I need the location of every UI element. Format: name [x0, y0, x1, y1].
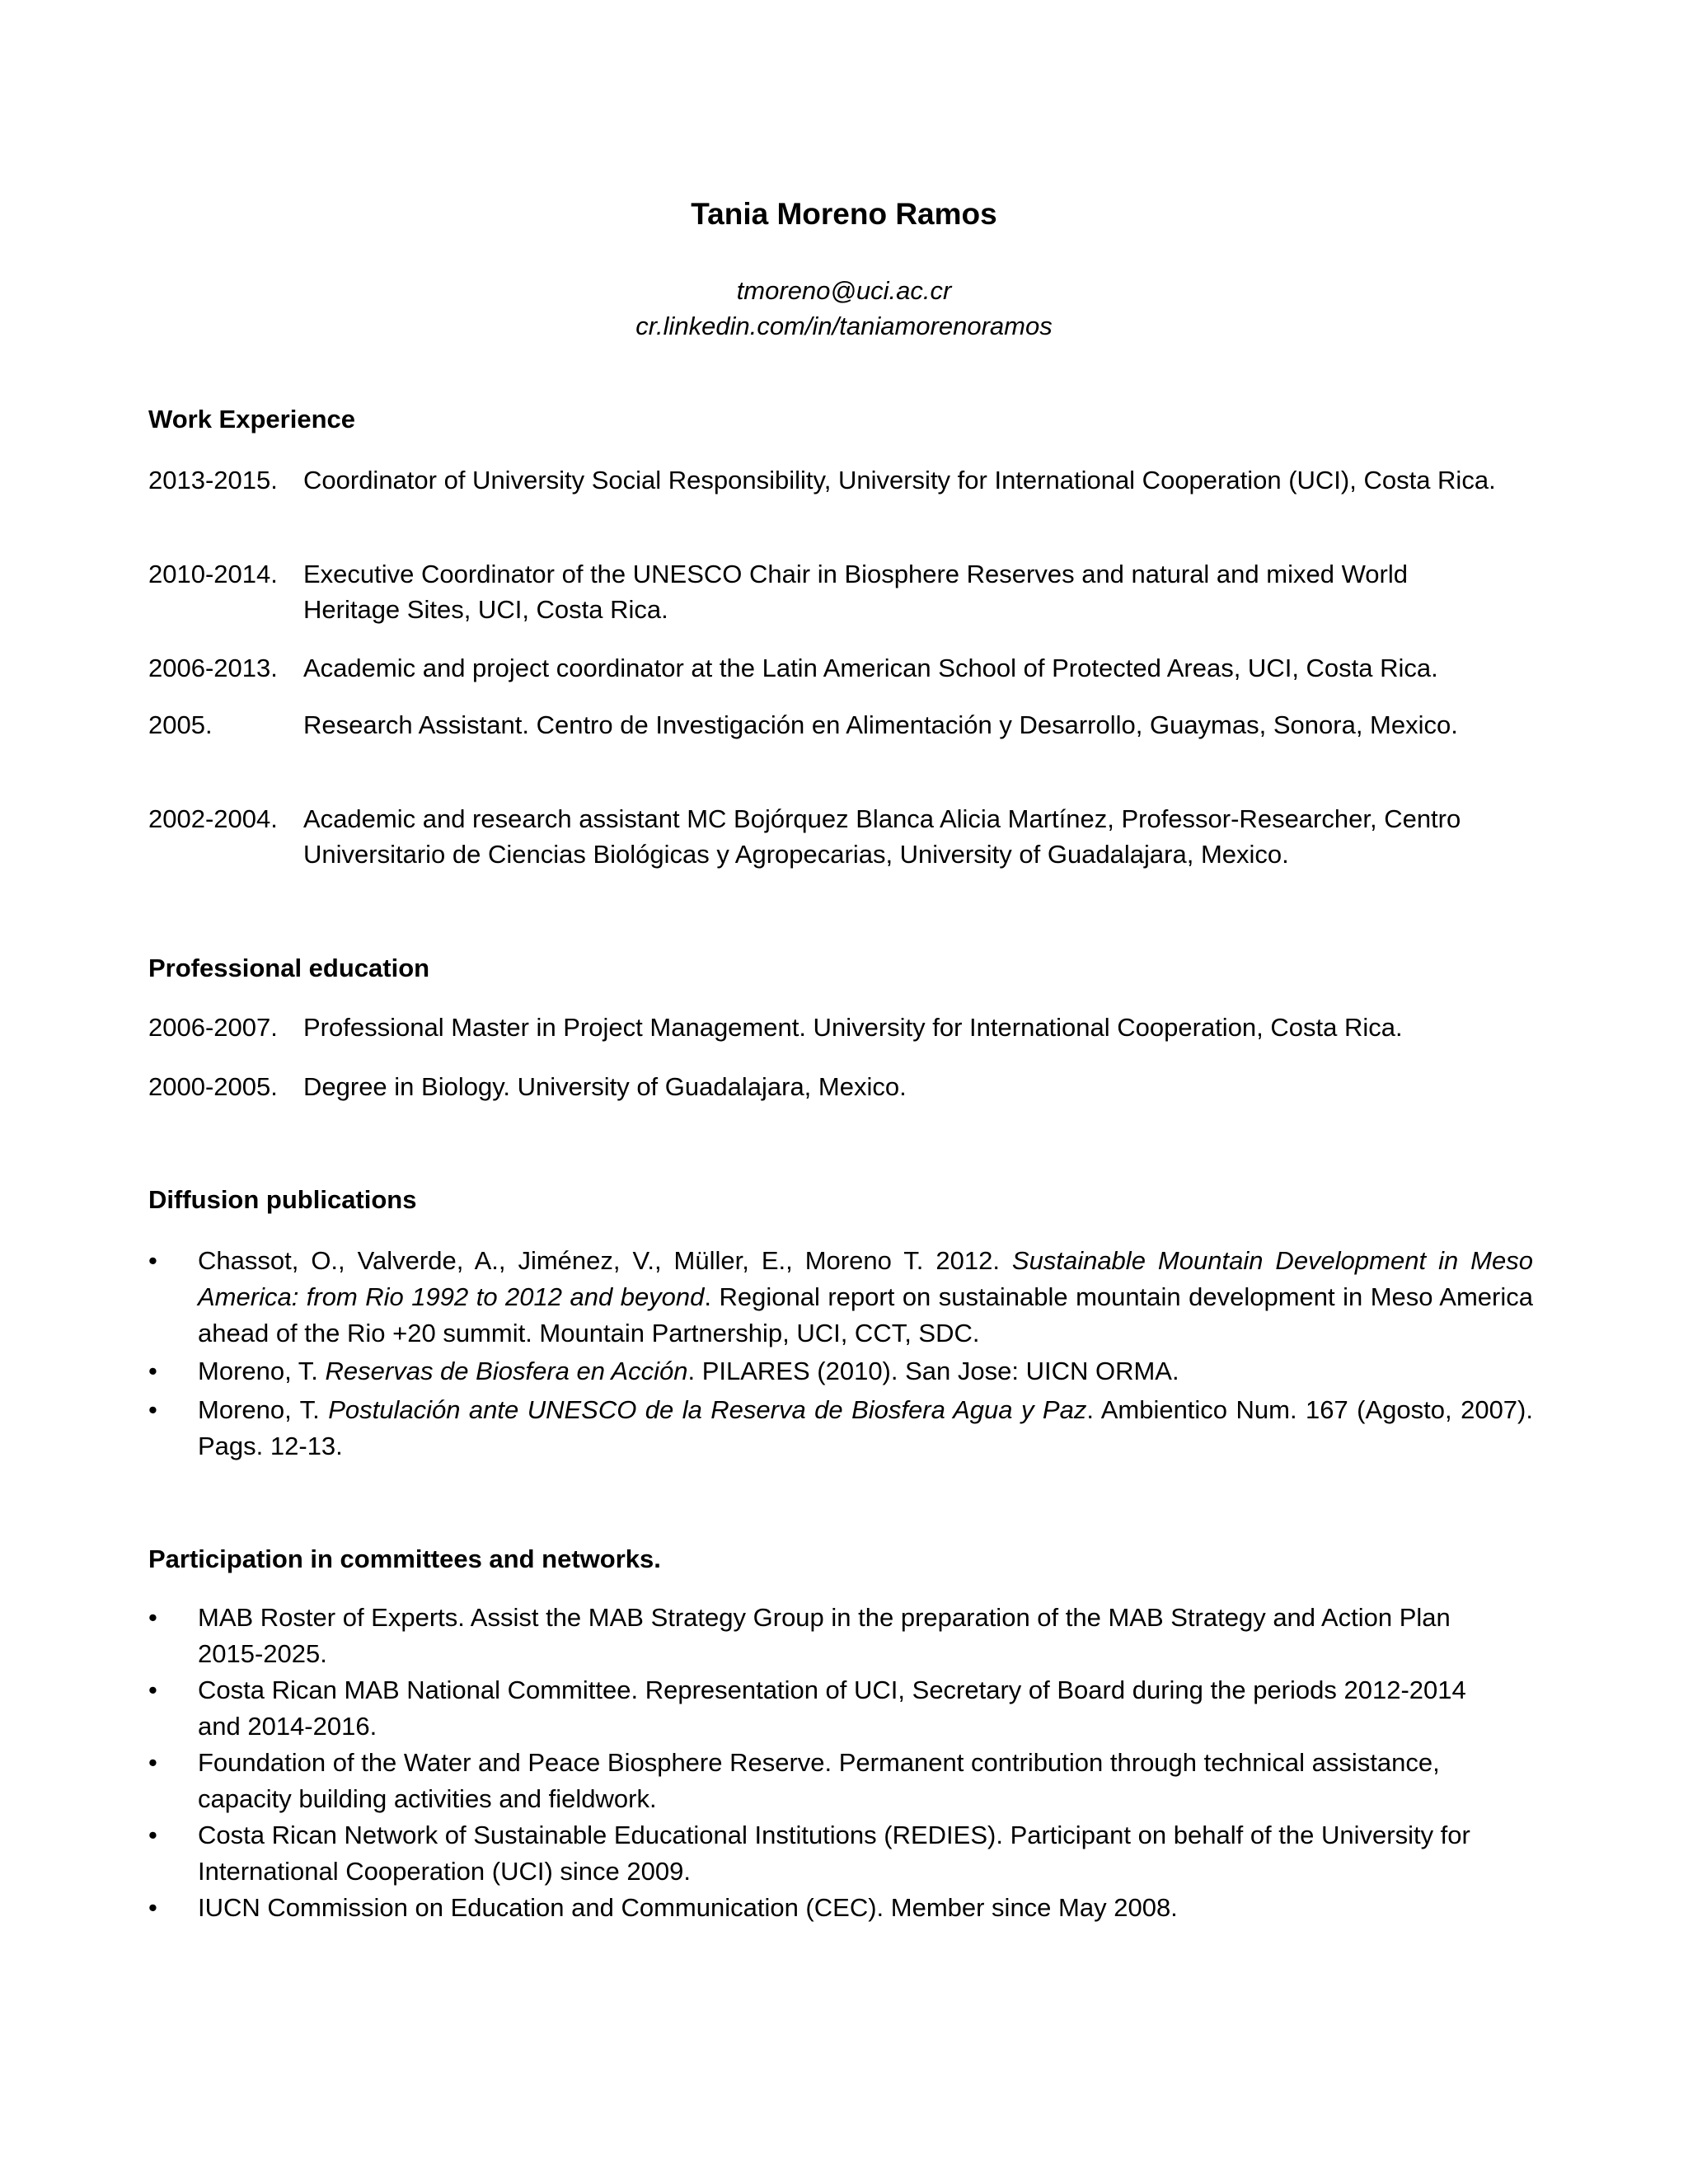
committee-text: Foundation of the Water and Peace Biosphere Reserve. Permanent contribution through technical assistance, capacity building activities and fieldwork. — [198, 1748, 1440, 1813]
bullet-icon: • — [148, 1603, 157, 1632]
publication-item — [148, 1353, 1533, 1390]
publication-text: Chassot, O., Valverde, A., Jiménez, V., Müller, E., Moreno T. 2012. Sustainable Mountain Development in Meso America: from Rio 1992 to 2012 and beyond. Regional report on sustainable mountain development in Meso America ahead of the Rio +20 summit. Mountain Partnership, UCI, CCT, SDC. — [198, 1246, 1533, 1347]
education-entry — [148, 1010, 1550, 1045]
publication-text: Moreno, T. Reservas de Biosfera en Acción. PILARES (2010). San Jose: UICN ORMA. — [198, 1357, 1179, 1385]
entry-text: Academic and research assistant MC Bojórquez Blanca Alicia Martínez, Professor-Researcher, Centro Universitario de Ciencias Biológicas y Agropecarias, University of Guadalajara, Mexico. — [303, 804, 1461, 869]
committee-text: IUCN Commission on Education and Communication (CEC). Member since May 2008. — [198, 1893, 1178, 1922]
publication-title: Reservas de Biosfera en Acción — [325, 1357, 688, 1385]
publication-item — [148, 1392, 1533, 1465]
bullet-icon: • — [148, 1821, 157, 1849]
entry-text: Coordinator of University Social Responsibility, University for International Cooperation (UCI), Costa Rica. — [303, 466, 1496, 494]
entry-text: Executive Coordinator of the UNESCO Chair in Biosphere Reserves and natural and mixed World Heritage Sites, UCI, Costa Rica. — [303, 560, 1408, 624]
publications-heading: Diffusion publications — [148, 1185, 417, 1214]
entry-text: Degree in Biology. University of Guadalajara, Mexico. — [303, 1072, 907, 1101]
work-entry — [148, 801, 1484, 872]
entry-year: 2010-2014. — [148, 560, 278, 588]
work-entry — [148, 650, 1550, 686]
bullet-icon: • — [148, 1893, 157, 1922]
entry-year: 2013-2015. — [148, 466, 278, 494]
entry-year: 2000-2005. — [148, 1072, 278, 1101]
work-entry — [148, 707, 1467, 743]
entry-year: 2002-2004. — [148, 804, 278, 833]
entry-text: Professional Master in Project Management. University for International Cooperation, Costa Rica. — [303, 1013, 1403, 1042]
committee-text: Costa Rican MAB National Committee. Representation of UCI, Secretary of Board during the periods 2012-2014 and 2014-2016. — [198, 1675, 1466, 1741]
committee-item — [148, 1817, 1533, 1890]
bullet-icon: • — [148, 1395, 157, 1424]
publication-text: Moreno, T. Postulación ante UNESCO de la Reserva de Biosfera Agua y Paz. Ambientico Num. 167 (Agosto, 2007). Pags. 12-13. — [198, 1395, 1533, 1460]
committee-text: MAB Roster of Experts. Assist the MAB Strategy Group in the preparation of the MAB Strategy and Action Plan 2015-2025. — [198, 1603, 1451, 1668]
linkedin-text: cr.linkedin.com/in/taniamorenoramos — [635, 312, 1053, 340]
committee-item — [148, 1745, 1467, 1817]
work-entry — [148, 556, 1500, 627]
entry-year: 2006-2013. — [148, 654, 278, 682]
committee-text: Costa Rican Network of Sustainable Educational Institutions (REDIES). Participant on behalf of the University for International Cooperation (UCI) since 2009. — [198, 1821, 1470, 1886]
work-entry — [148, 462, 1517, 498]
publication-title: Sustainable Mountain Development in Meso America: from Rio 1992 to 2012 and beyond — [198, 1246, 1533, 1311]
bullet-icon: • — [148, 1246, 157, 1275]
entry-text: Research Assistant. Centro de Investigación en Alimentación y Desarrollo, Guaymas, Sonora, Mexico. — [303, 710, 1458, 739]
entry-text: Academic and project coordinator at the Latin American School of Protected Areas, UCI, Costa Rica. — [303, 654, 1438, 682]
entry-year: 2005. — [148, 710, 213, 739]
cv-name: Tania Moreno Ramos — [691, 197, 997, 231]
education-heading: Professional education — [148, 954, 430, 982]
bullet-icon: • — [148, 1357, 157, 1385]
publication-item — [148, 1243, 1533, 1352]
education-entry — [148, 1069, 1525, 1104]
email-text: tmoreno@uci.ac.cr — [736, 276, 952, 305]
committees-heading: Participation in committees and networks. — [148, 1544, 661, 1573]
bullet-icon: • — [148, 1748, 157, 1777]
committee-item — [148, 1600, 1508, 1672]
committee-item — [148, 1672, 1508, 1745]
entry-year: 2006-2007. — [148, 1013, 278, 1042]
bullet-icon: • — [148, 1675, 157, 1704]
publication-title: Postulación ante UNESCO de la Reserva de Biosfera Agua y Paz — [328, 1395, 1087, 1424]
committee-item — [148, 1890, 1533, 1926]
work-experience-heading: Work Experience — [148, 405, 355, 434]
